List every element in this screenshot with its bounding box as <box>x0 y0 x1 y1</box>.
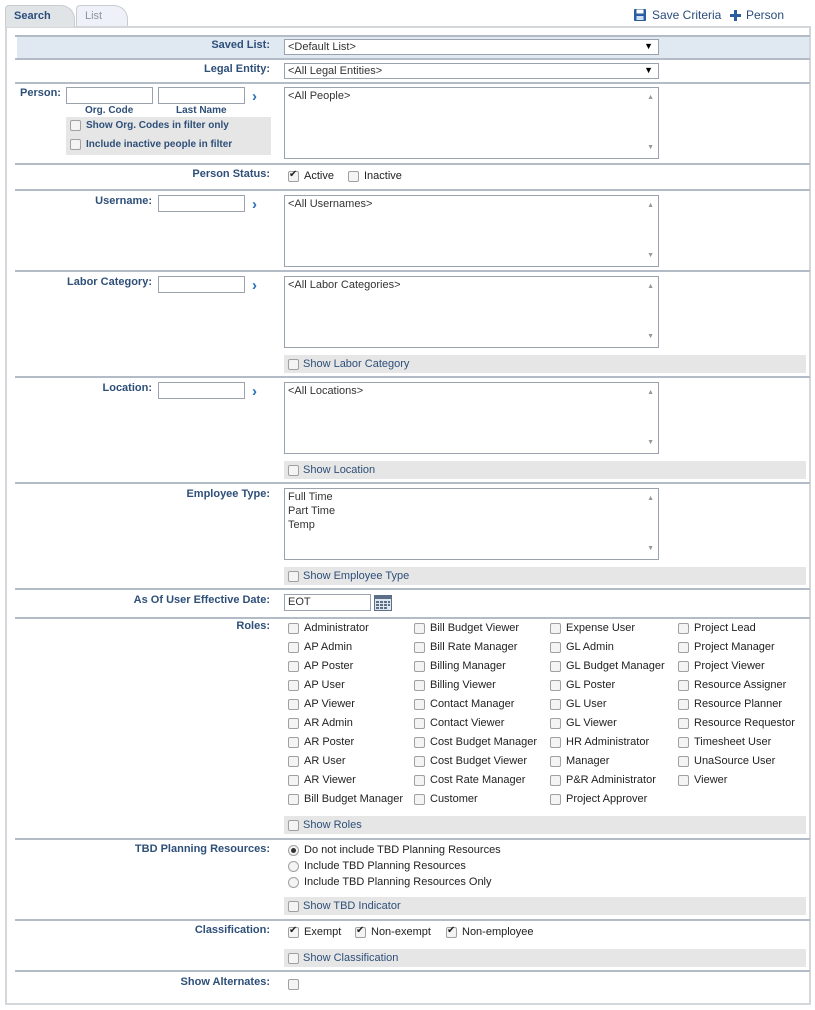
classification-checkbox[interactable] <box>355 927 366 938</box>
role-label: UnaSource User <box>694 755 776 767</box>
username-list-item[interactable]: <All Usernames> <box>288 198 373 210</box>
role-option[interactable] <box>414 698 514 710</box>
role-label: GL User <box>566 698 607 710</box>
role-option[interactable] <box>414 717 504 729</box>
legal-entity-select[interactable] <box>284 63 659 79</box>
separator <box>15 270 810 272</box>
role-checkbox[interactable] <box>288 623 299 634</box>
role-option[interactable] <box>550 698 607 710</box>
role-option[interactable] <box>288 774 356 786</box>
labor-category-list[interactable] <box>284 276 659 348</box>
classification-checkbox[interactable] <box>288 927 299 938</box>
role-label: GL Poster <box>566 679 616 691</box>
role-checkbox[interactable] <box>288 775 299 786</box>
location-list-item[interactable]: <All Locations> <box>288 385 364 397</box>
role-label: Bill Budget Viewer <box>430 622 520 634</box>
role-label: Project Viewer <box>694 660 765 672</box>
role-label: AP Viewer <box>304 698 355 710</box>
tbd-option-label: Include TBD Planning Resources <box>304 860 466 872</box>
scroll-up-icon[interactable]: ▲ <box>647 202 654 209</box>
role-checkbox[interactable] <box>414 661 425 672</box>
show-labor-category-label: Show Labor Category <box>303 358 410 370</box>
role-checkbox[interactable] <box>550 661 561 672</box>
tbd-option[interactable] <box>288 860 466 872</box>
role-checkbox[interactable] <box>414 623 425 634</box>
role-checkbox[interactable] <box>550 642 561 653</box>
saved-list-select[interactable] <box>284 39 659 55</box>
status-inactive-checkbox[interactable] <box>348 171 359 182</box>
role-option[interactable] <box>288 622 369 634</box>
show-employee-type-checkbox[interactable] <box>288 571 299 582</box>
username-input[interactable] <box>158 195 245 212</box>
calendar-icon[interactable] <box>374 595 392 611</box>
role-option[interactable] <box>288 660 353 672</box>
employee-type-label: Employee Type: <box>186 488 270 500</box>
role-checkbox[interactable] <box>288 699 299 710</box>
classification-label: Classification: <box>194 924 270 936</box>
role-option[interactable] <box>288 793 403 805</box>
role-option[interactable] <box>288 717 353 729</box>
role-label: AP Poster <box>304 660 354 672</box>
show-roles-label: Show Roles <box>303 819 362 831</box>
role-checkbox[interactable] <box>414 718 425 729</box>
scroll-down-icon[interactable]: ▼ <box>647 333 654 340</box>
role-label: Billing Manager <box>430 660 506 672</box>
role-checkbox[interactable] <box>550 794 561 805</box>
role-label: Resource Requestor <box>694 717 795 729</box>
scroll-up-icon[interactable]: ▲ <box>647 283 654 290</box>
username-list[interactable] <box>284 195 659 267</box>
show-location-option[interactable] <box>284 461 806 479</box>
role-checkbox[interactable] <box>678 642 689 653</box>
show-classification-option[interactable] <box>284 949 806 967</box>
separator <box>15 35 810 37</box>
location-input[interactable] <box>158 382 245 399</box>
tbd-radio[interactable] <box>288 877 299 888</box>
role-label: Contact Manager <box>430 698 515 710</box>
scroll-up-icon[interactable]: ▲ <box>647 389 654 396</box>
role-label: Administrator <box>304 622 369 634</box>
role-label: AR Admin <box>304 717 353 729</box>
role-label: Timesheet User <box>694 736 772 748</box>
username-label: Username: <box>95 195 152 207</box>
dropdown-arrow-icon: ▼ <box>644 65 653 75</box>
save-criteria-link[interactable] <box>633 8 721 22</box>
separator <box>15 970 810 972</box>
role-label: Resource Planner <box>694 698 783 710</box>
role-checkbox[interactable] <box>550 680 561 691</box>
add-person-link[interactable] <box>730 8 784 22</box>
role-option[interactable] <box>288 679 345 691</box>
role-checkbox[interactable] <box>288 642 299 653</box>
dropdown-arrow-icon: ▼ <box>644 41 653 51</box>
tbd-radio[interactable] <box>288 845 299 856</box>
status-inactive-label: Inactive <box>364 170 402 182</box>
saved-list-label: Saved List: <box>211 39 270 51</box>
include-inactive-checkbox[interactable] <box>70 139 81 150</box>
tab-list[interactable]: List <box>76 5 128 27</box>
scroll-down-icon[interactable]: ▼ <box>647 144 654 151</box>
separator <box>15 617 810 619</box>
role-checkbox[interactable] <box>678 680 689 691</box>
role-checkbox[interactable] <box>678 661 689 672</box>
show-tbd-option[interactable] <box>284 897 806 915</box>
show-tbd-label: Show TBD Indicator <box>303 900 401 912</box>
role-label: Cost Budget Manager <box>430 736 538 748</box>
show-location-checkbox[interactable] <box>288 465 299 476</box>
role-label: Manager <box>566 755 610 767</box>
role-label: Contact Viewer <box>430 717 505 729</box>
role-checkbox[interactable] <box>678 699 689 710</box>
go-arrow-icon[interactable]: › <box>252 383 257 400</box>
role-option[interactable] <box>678 660 765 672</box>
role-checkbox[interactable] <box>414 699 425 710</box>
classification-option-label: Non-employee <box>462 926 534 938</box>
role-checkbox[interactable] <box>288 661 299 672</box>
plus-icon <box>730 10 741 21</box>
tbd-radio[interactable] <box>288 861 299 872</box>
role-option[interactable] <box>678 622 756 634</box>
person-label: Person: <box>20 87 61 99</box>
role-checkbox[interactable] <box>288 756 299 767</box>
role-label: Bill Budget Manager <box>304 793 404 805</box>
person-list[interactable] <box>284 87 659 159</box>
scroll-up-icon[interactable]: ▲ <box>647 94 654 101</box>
classification-option[interactable] <box>288 926 341 938</box>
org-code-input[interactable] <box>66 87 153 104</box>
role-option[interactable] <box>414 660 506 672</box>
role-option[interactable] <box>678 717 795 729</box>
role-checkbox[interactable] <box>678 775 689 786</box>
show-roles-option[interactable] <box>284 816 806 834</box>
role-option[interactable] <box>678 698 782 710</box>
classification-option[interactable] <box>446 926 534 938</box>
go-arrow-icon[interactable]: › <box>252 88 257 105</box>
last-name-input[interactable] <box>158 87 245 104</box>
show-labor-category-option[interactable] <box>284 355 806 373</box>
show-location-label: Show Location <box>303 464 376 476</box>
labor-category-label: Labor Category: <box>67 276 152 288</box>
tbd-option-label: Do not include TBD Planning Resources <box>304 844 501 856</box>
role-label: Project Manager <box>694 641 775 653</box>
role-checkbox[interactable] <box>678 623 689 634</box>
legal-entity-label: Legal Entity: <box>203 63 270 75</box>
role-label: Expense User <box>566 622 636 634</box>
show-classification-checkbox[interactable] <box>288 953 299 964</box>
separator <box>15 588 810 590</box>
role-checkbox[interactable] <box>550 775 561 786</box>
role-label: GL Admin <box>566 641 614 653</box>
show-alternates-option[interactable] <box>288 979 299 990</box>
tbd-option[interactable] <box>288 844 501 856</box>
include-inactive-label: Include inactive people in filter <box>86 139 233 150</box>
role-option[interactable] <box>550 793 647 805</box>
role-label: AR User <box>304 755 346 767</box>
role-option[interactable] <box>414 755 527 767</box>
role-option[interactable] <box>414 622 519 634</box>
role-option[interactable] <box>288 755 346 767</box>
role-option[interactable] <box>414 641 517 653</box>
as-of-date-input[interactable] <box>284 594 371 611</box>
separator <box>15 838 810 840</box>
role-option[interactable] <box>678 679 786 691</box>
person-status-label: Person Status: <box>192 168 270 180</box>
employee-type-list[interactable] <box>284 488 659 560</box>
role-checkbox[interactable] <box>288 794 299 805</box>
role-label: HR Administrator <box>566 736 650 748</box>
tbd-option-label: Include TBD Planning Resources Only <box>304 876 492 888</box>
role-checkbox[interactable] <box>288 737 299 748</box>
role-option[interactable] <box>550 717 617 729</box>
org-code-caption: Org. Code <box>85 105 134 116</box>
employee-type-option[interactable]: Part Time <box>288 505 336 517</box>
tab-search[interactable]: Search <box>5 5 75 27</box>
role-checkbox[interactable] <box>550 699 561 710</box>
role-checkbox[interactable] <box>288 718 299 729</box>
separator <box>15 919 810 921</box>
role-label: Customer <box>430 793 478 805</box>
role-checkbox[interactable] <box>288 680 299 691</box>
show-employee-type-label: Show Employee Type <box>303 570 410 582</box>
status-active-label: Active <box>304 170 334 182</box>
role-option[interactable] <box>550 660 665 672</box>
role-option[interactable] <box>550 641 614 653</box>
role-label: Cost Rate Manager <box>430 774 526 786</box>
role-checkbox[interactable] <box>414 642 425 653</box>
include-inactive-option[interactable] <box>70 139 232 150</box>
role-label: Bill Rate Manager <box>430 641 518 653</box>
tbd-label: TBD Planning Resources: <box>134 843 270 855</box>
role-label: Project Lead <box>694 622 756 634</box>
show-alternates-label: Show Alternates: <box>180 976 270 988</box>
role-label: GL Budget Manager <box>566 660 665 672</box>
role-label: Viewer <box>694 774 728 786</box>
show-org-codes-option[interactable] <box>70 120 229 131</box>
status-active-option[interactable] <box>288 170 334 182</box>
show-labor-category-checkbox[interactable] <box>288 359 299 370</box>
role-checkbox[interactable] <box>414 756 425 767</box>
role-option[interactable] <box>678 774 727 786</box>
go-arrow-icon[interactable]: › <box>252 277 257 294</box>
role-checkbox[interactable] <box>550 623 561 634</box>
classification-option-label: Exempt <box>304 926 342 938</box>
show-tbd-checkbox[interactable] <box>288 901 299 912</box>
location-list[interactable] <box>284 382 659 454</box>
role-option[interactable] <box>288 736 354 748</box>
separator <box>15 482 810 484</box>
role-label: Billing Viewer <box>430 679 496 691</box>
role-option[interactable] <box>550 622 635 634</box>
separator <box>15 189 810 191</box>
show-org-codes-label: Show Org. Codes in filter only <box>86 120 229 131</box>
roles-label: Roles: <box>236 620 270 632</box>
person-list-item[interactable]: <All People> <box>288 90 351 102</box>
labor-category-list-item[interactable]: <All Labor Categories> <box>288 279 401 291</box>
location-label: Location: <box>102 382 152 394</box>
classification-checkbox[interactable] <box>446 927 457 938</box>
show-alternates-checkbox[interactable] <box>288 979 299 990</box>
role-label: Resource Assigner <box>694 679 787 691</box>
as-of-date-label: As Of User Effective Date: <box>133 594 270 606</box>
save-criteria-label: Save Criteria <box>652 8 722 22</box>
show-roles-checkbox[interactable] <box>288 820 299 831</box>
role-checkbox[interactable] <box>414 794 425 805</box>
status-active-checkbox[interactable] <box>288 171 299 182</box>
go-arrow-icon[interactable]: › <box>252 196 257 213</box>
role-option[interactable] <box>414 679 496 691</box>
saved-list-value: <Default List> <box>288 41 356 53</box>
role-label: AR Viewer <box>304 774 356 786</box>
employee-type-option[interactable]: Temp <box>288 519 315 531</box>
employee-type-option[interactable]: Full Time <box>288 491 333 503</box>
as-of-date-value: EOT <box>288 596 311 608</box>
role-option[interactable] <box>678 736 771 748</box>
role-option[interactable] <box>550 774 656 786</box>
classification-option[interactable] <box>355 926 431 938</box>
add-person-label: Person <box>746 8 785 22</box>
role-option[interactable] <box>678 755 775 767</box>
role-option[interactable] <box>678 641 775 653</box>
role-option[interactable] <box>414 736 537 748</box>
tbd-option[interactable] <box>288 876 492 888</box>
role-checkbox[interactable] <box>550 737 561 748</box>
save-icon <box>633 8 647 22</box>
role-option[interactable] <box>288 641 352 653</box>
labor-category-input[interactable] <box>158 276 245 293</box>
role-label: Cost Budget Viewer <box>430 755 528 767</box>
role-checkbox[interactable] <box>414 775 425 786</box>
legal-entity-value: <All Legal Entities> <box>288 65 383 77</box>
role-checkbox[interactable] <box>678 718 689 729</box>
role-option[interactable] <box>414 774 525 786</box>
classification-option-label: Non-exempt <box>371 926 431 938</box>
show-classification-label: Show Classification <box>303 952 399 964</box>
role-label: P&R Administrator <box>566 774 656 786</box>
role-checkbox[interactable] <box>550 718 561 729</box>
role-checkbox[interactable] <box>550 756 561 767</box>
role-label: AP User <box>304 679 345 691</box>
status-inactive-option[interactable] <box>348 170 402 182</box>
separator <box>15 58 810 60</box>
show-org-codes-checkbox[interactable] <box>70 120 81 131</box>
role-option[interactable] <box>550 679 615 691</box>
scroll-down-icon[interactable]: ▼ <box>647 252 654 259</box>
show-employee-type-option[interactable] <box>284 567 806 585</box>
role-checkbox[interactable] <box>414 737 425 748</box>
role-checkbox[interactable] <box>678 737 689 748</box>
scroll-up-icon[interactable]: ▲ <box>647 495 654 502</box>
role-label: GL Viewer <box>566 717 617 729</box>
role-label: AP Admin <box>304 641 353 653</box>
role-option[interactable] <box>288 698 355 710</box>
role-checkbox[interactable] <box>414 680 425 691</box>
role-option[interactable] <box>414 793 478 805</box>
role-label: AR Poster <box>304 736 355 748</box>
scroll-down-icon[interactable]: ▼ <box>647 439 654 446</box>
separator <box>15 163 810 165</box>
role-label: Project Approver <box>566 793 648 805</box>
role-option[interactable] <box>550 736 649 748</box>
role-checkbox[interactable] <box>678 756 689 767</box>
separator <box>15 376 810 378</box>
scroll-down-icon[interactable]: ▼ <box>647 545 654 552</box>
separator <box>15 82 810 84</box>
role-option[interactable] <box>550 755 609 767</box>
last-name-caption: Last Name <box>176 105 227 116</box>
